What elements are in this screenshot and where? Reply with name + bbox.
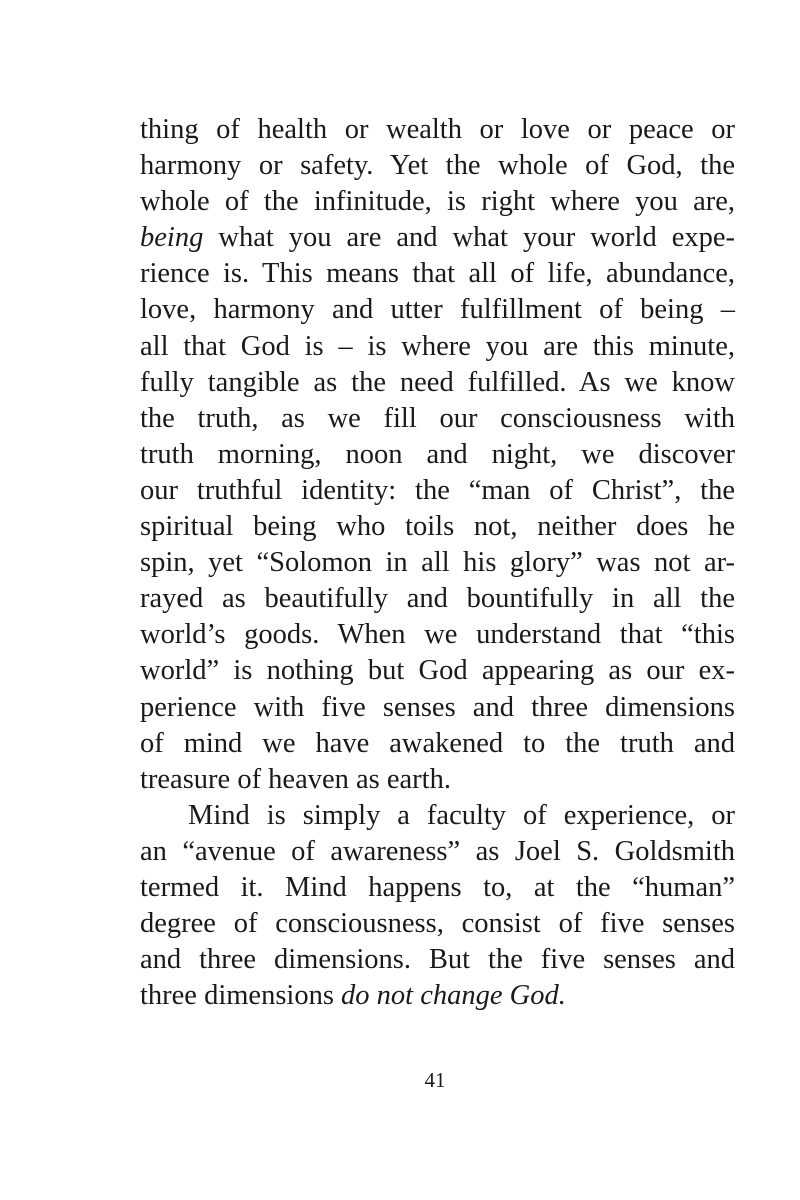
- text-line: truth morning, noon and night, we discover: [140, 438, 735, 470]
- text-line: an “avenue of awareness” as Joel S. Goldsmith: [140, 835, 735, 867]
- paragraph-1: [140, 112, 735, 798]
- text-line: the truth, as we fill our consciousness with: [140, 402, 735, 434]
- text-line: our truthful identity: the “man of Christ”, the: [140, 474, 735, 506]
- emphasis-text: being: [140, 222, 204, 254]
- paragraph-2: [140, 798, 735, 1015]
- text-segment: what you are and what your world expe-: [218, 222, 736, 254]
- text-line: all that God is – is where you are this minute,: [140, 330, 735, 362]
- body-text: [140, 112, 735, 1014]
- text-line: of mind we have awakened to the truth and: [140, 727, 735, 759]
- text-line: perience with five senses and three dimensions: [140, 691, 735, 723]
- text-line: spiritual being who toils not, neither does he: [140, 511, 735, 543]
- text-line: degree of consciousness, consist of five senses: [140, 908, 735, 940]
- text-line: and three dimensions. But the five senses and: [140, 944, 735, 976]
- text-line: thing of health or wealth or love or peace or: [140, 114, 735, 145]
- text-line: rayed as beautifully and bountifully in all the: [140, 583, 735, 615]
- text-line: Mind is simply a faculty of experience, or: [188, 799, 735, 831]
- text-line: spin, yet “Solomon in all his glory” was not ar-: [140, 547, 735, 579]
- text-line: [140, 978, 735, 1014]
- text-line: termed it. Mind happens to, at the “human”: [140, 871, 735, 903]
- emphasis-text: do not change God.: [341, 980, 566, 1012]
- text-line: world’s goods. When we understand that “this: [140, 619, 735, 651]
- text-segment: three dimensions: [140, 980, 334, 1012]
- text-line: treasure of heaven as earth.: [140, 763, 451, 795]
- text-line: rience is. This means that all of life, abundance,: [140, 258, 735, 290]
- text-line: whole of the infinitude, is right where you are,: [140, 186, 735, 218]
- text-line: harmony or safety. Yet the whole of God, the: [140, 150, 735, 182]
- text-line: love, harmony and utter fulfillment of being –: [140, 294, 735, 326]
- text-line: world” is nothing but God appearing as our ex-: [140, 655, 735, 687]
- text-line: fully tangible as the need fulfilled. As we know: [140, 366, 735, 398]
- text-line: [140, 220, 735, 256]
- page-number: 41: [424, 1068, 446, 1092]
